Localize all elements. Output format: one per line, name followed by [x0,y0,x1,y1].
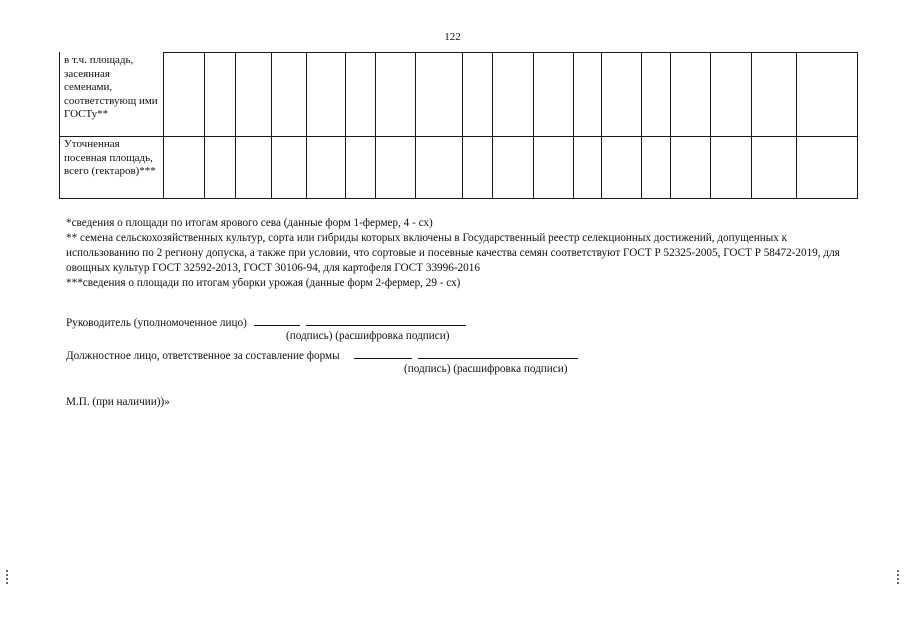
table-column-divider [670,52,671,199]
table-row-label: Уточненная посевная площадь, всего (гектаров)*** [64,138,156,177]
table-column-divider [492,52,493,199]
table-border-bottom [59,198,858,199]
table-column-divider [163,52,164,199]
table-column-divider [710,52,711,199]
table-column-divider [235,52,236,199]
left-edge-mark [6,570,8,586]
table-column-divider [751,52,752,199]
table-row-label: в т.ч. площадь, засеянная семенами, соответствующ ими ГОСТу** [64,54,158,120]
head-signature-line [66,314,466,329]
name-field [306,314,466,326]
data-table [59,52,858,199]
table-column-divider [462,52,463,199]
footnotes [66,216,846,291]
table-column-divider [573,52,574,199]
signature-field [254,314,300,326]
table-column-divider [533,52,534,199]
table-column-divider [796,52,797,199]
table-column-divider [306,52,307,199]
head-caption: (подпись) (расшифровка подписи) [286,330,450,342]
table-column-divider [641,52,642,199]
table-column-divider [601,52,602,199]
table-column-divider [415,52,416,199]
right-edge-mark [897,570,899,586]
head-label: Руководитель (уполномоченное лицо) [66,317,247,329]
official-caption: (подпись) (расшифровка подписи) [404,363,568,375]
name-field [418,347,578,359]
table-column-divider [345,52,346,199]
table-border-top [163,52,858,53]
table-border-left [59,52,60,199]
page-number: 122 [444,31,461,43]
official-signature-line [66,347,578,362]
seal-note: М.П. (при наличии))» [66,396,170,408]
footnote: ***сведения о площади по итогам уборки урожая (данные форм 2-фермер, 29 - сх) [66,277,461,289]
table-row-divider [59,136,858,137]
table-column-divider [204,52,205,199]
table-border-right [857,52,858,199]
footnote: *сведения о площади по итогам ярового сева (данные форм 1-фермер, 4 - сх) [66,217,433,229]
signature-field [354,347,412,359]
table-column-divider [375,52,376,199]
table-column-divider [271,52,272,199]
official-label: Должностное лицо, ответственное за составление формы [66,350,340,362]
footnote: ** семена сельскохозяйственных культур, сорта или гибриды которых включены в Государственный реестр селекционных достижений, допущенных к использованию по 2 региону допуска, а также при условии, что сортовые и посевные качества семян соответствуют ГОСТ Р 52325-2005, ГОСТ Р 58472-2019, для овощных культур ГОСТ 32592-2013, ГОСТ 30106-94, для картофеля ГОСТ 33996-2016 [66,232,840,274]
